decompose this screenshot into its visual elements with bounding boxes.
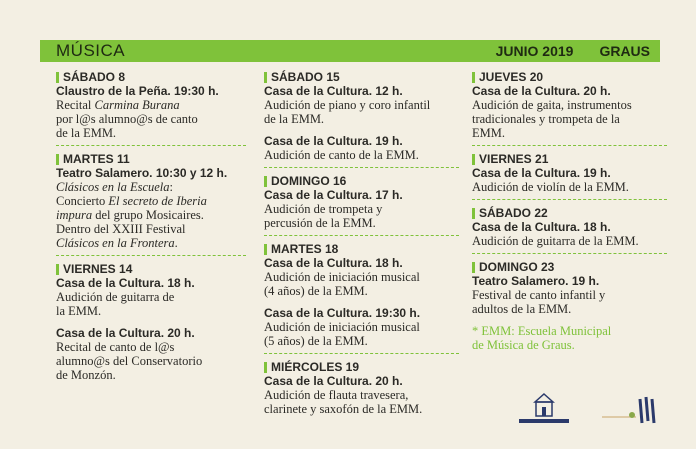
section-title: MÚSICA	[56, 41, 126, 60]
event-day	[472, 260, 667, 274]
event-description: Clásicos en la Escuela: Concierto El secreto de Iberia impura del grupo Mosicaires. Dentro del XXIII Festival Clásicos en la Frontera.	[56, 180, 207, 250]
column-3	[472, 70, 667, 352]
event-place: Casa de la Cultura. 18 h.	[264, 256, 403, 270]
event-item	[264, 360, 459, 416]
day-label: SÁBADO 22	[479, 206, 548, 220]
day-marker	[56, 154, 59, 165]
day-marker	[472, 72, 475, 83]
event-description: Audición de flauta travesera, clarinete y saxofón de la EMM.	[264, 388, 423, 416]
day-label: VIERNES 21	[479, 152, 549, 166]
event-description: Audición de violín de la EMM.	[472, 180, 629, 194]
event-description: Audición de iniciación musical (5 años) de la EMM.	[264, 320, 420, 348]
event-place: Casa de la Cultura. 19 h.	[472, 166, 611, 180]
event-place: Casa de la Cultura. 19 h.	[264, 134, 403, 148]
day-marker	[472, 154, 475, 165]
event-description: Recital Carmina Burana por l@s alumno@s de canto de la EMM.	[56, 98, 198, 140]
event-description: Audición de piano y coro infantil de la EMM.	[264, 98, 431, 126]
month-label: JUNIO 2019	[495, 43, 574, 59]
day-label: VIERNES 14	[63, 262, 133, 276]
town-label: GRAUS	[599, 43, 650, 59]
day-marker	[264, 176, 267, 187]
event-item	[472, 206, 667, 254]
day-marker	[264, 244, 267, 255]
event-item	[264, 174, 459, 236]
event-day	[472, 206, 667, 220]
event-place: Teatro Salamero. 10:30 y 12 h.	[56, 166, 228, 180]
albaola-logo	[596, 395, 660, 427]
event-description: Audición de gaita, instrumentos tradicionales y trompeta de la EMM.	[472, 98, 632, 140]
event-item	[472, 152, 667, 200]
event-place: Teatro Salamero. 19 h.	[472, 274, 600, 288]
event-description: Festival de canto infantil y adultos de la EMM.	[472, 288, 606, 316]
event-day	[264, 360, 459, 374]
day-label: DOMINGO 16	[271, 174, 347, 188]
event-item	[56, 152, 246, 256]
town-hall-logo	[516, 392, 572, 428]
header-bar	[40, 40, 660, 62]
event-item	[56, 70, 246, 146]
event-description: Audición de canto de la EMM.	[264, 148, 419, 162]
footnote-line: de Música de Graus.	[472, 338, 575, 352]
event-day	[264, 242, 459, 256]
column-1	[56, 70, 246, 390]
albaola-logo-icon	[596, 395, 660, 427]
event-day	[264, 174, 459, 188]
day-label: DOMINGO 23	[479, 260, 555, 274]
event-item	[264, 134, 459, 168]
event-place: Casa de la Cultura. 20 h.	[472, 84, 611, 98]
day-label: JUEVES 20	[479, 70, 544, 84]
event-place: Casa de la Cultura. 18 h.	[472, 220, 611, 234]
column-2	[264, 70, 459, 424]
event-day	[472, 70, 667, 84]
day-label: SÁBADO 15	[271, 70, 340, 84]
event-day	[56, 152, 246, 166]
footnote-line: * EMM: Escuela Municipal	[472, 324, 612, 338]
event-description: Audición de guitarra de la EMM.	[56, 290, 175, 318]
footnote	[472, 324, 667, 352]
town-hall-bar	[519, 419, 569, 423]
day-marker	[472, 208, 475, 219]
day-marker	[472, 262, 475, 273]
event-day	[56, 262, 246, 276]
day-marker	[56, 264, 59, 275]
day-label: MIÉRCOLES 19	[271, 360, 360, 374]
event-day	[264, 70, 459, 84]
day-marker	[264, 362, 267, 373]
event-place: Casa de la Cultura. 17 h.	[264, 188, 403, 202]
event-place: Casa de la Cultura. 20 h.	[56, 326, 195, 340]
header-right	[496, 43, 650, 59]
day-label: MARTES 11	[63, 152, 130, 166]
event-place: Claustro de la Peña. 19:30 h.	[56, 84, 219, 98]
event-description: Audición de trompeta y percusión de la EMM.	[264, 202, 383, 230]
event-description: Recital de canto de l@s alumno@s del Conservatorio de Monzón.	[56, 340, 203, 382]
event-day	[56, 70, 246, 84]
event-item	[472, 70, 667, 146]
day-label: SÁBADO 8	[63, 70, 126, 84]
event-place: Casa de la Cultura. 18 h.	[56, 276, 195, 290]
event-place: Casa de la Cultura. 19:30 h.	[264, 306, 421, 320]
event-item	[56, 326, 246, 382]
event-day	[472, 152, 667, 166]
event-item	[472, 260, 667, 316]
day-label: MARTES 18	[271, 242, 339, 256]
day-marker	[56, 72, 59, 83]
event-place: Casa de la Cultura. 20 h.	[264, 374, 403, 388]
event-place: Casa de la Cultura. 12 h.	[264, 84, 403, 98]
event-description: Audición de guitarra de la EMM.	[472, 234, 639, 248]
event-item	[264, 306, 459, 354]
event-description: Audición de iniciación musical (4 años) de la EMM.	[264, 270, 420, 298]
event-item	[264, 242, 459, 298]
event-item	[264, 70, 459, 126]
day-marker	[264, 72, 267, 83]
event-item	[56, 262, 246, 318]
town-hall-emblem-icon	[533, 392, 555, 418]
